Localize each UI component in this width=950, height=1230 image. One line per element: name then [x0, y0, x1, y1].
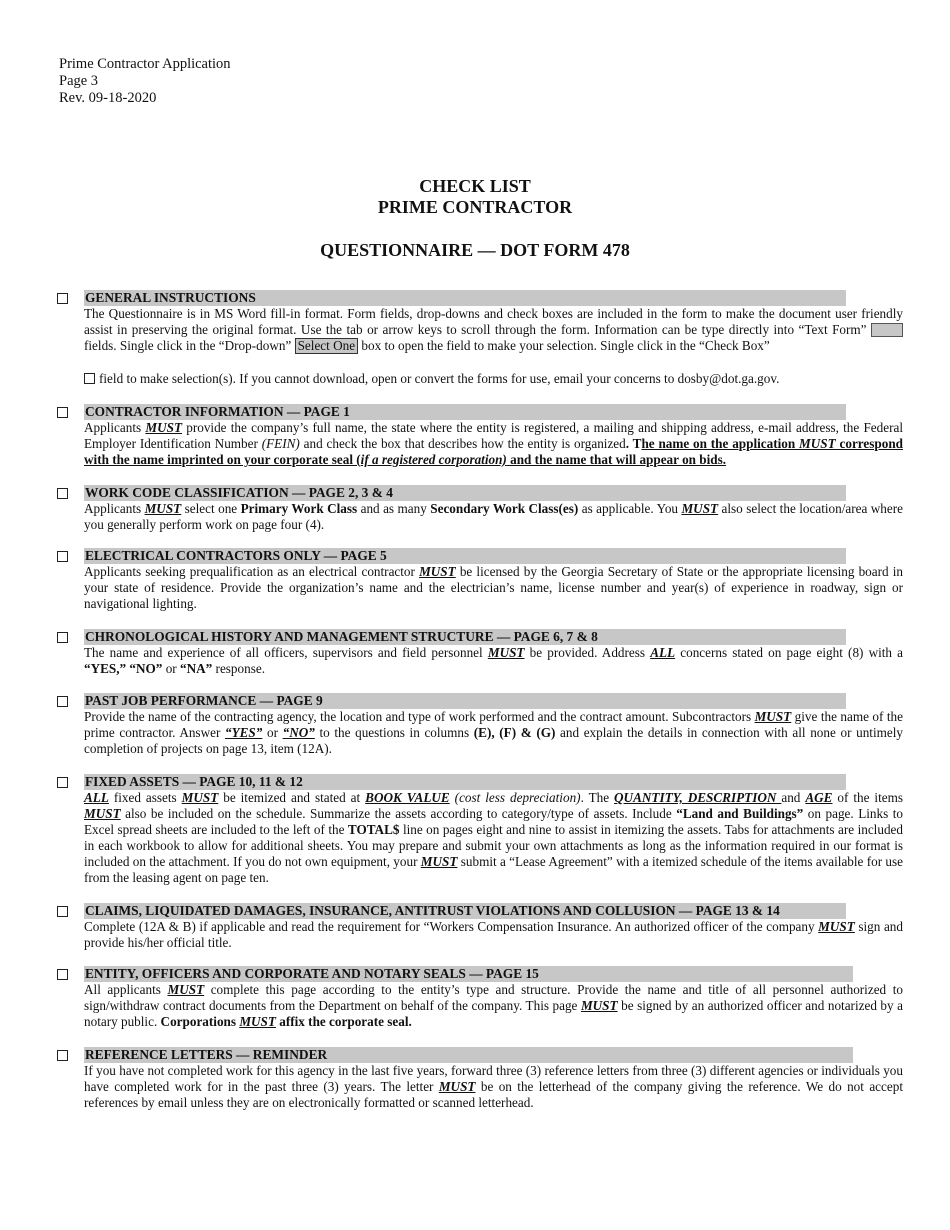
- text-form-field-sample: [871, 323, 903, 337]
- section-body: Applicants MUST provide the company’s full name, the state where the entity is registered, a mailing and shipping address, e-mail address, the Federal Employer Identification Number (FEIN) and check the box that describes how the entity is organized. The name on the application MUST correspond with the name imprinted on your corporate seal (if a registered corporation) and the name that will appear on bids.: [84, 420, 904, 467]
- revision-date: Rev. 09-18-2020: [59, 90, 157, 106]
- title-prime-contractor: PRIME CONTRACTOR: [377, 197, 573, 217]
- section-body: The name and experience of all officers, supervisors and field personnel MUST be provided. Address ALL concerns stated on page eight (8) with a “YES,” “NO” or “NA” response.: [84, 645, 904, 676]
- section-chronological-history: [57, 629, 903, 677]
- section-heading: FIXED ASSETS — PAGE 10, 11 & 12: [84, 774, 846, 790]
- section-heading: REFERENCE LETTERS — REMINDER: [84, 1047, 853, 1063]
- section-body: Applicants seeking prequalification as an electrical contractor MUST be licensed by the Georgia Secretary of State or the appropriate licensing board in your state of residence. Provide the organization’s name and the electrician’s name, license number and year(s) of experience in roadway, sign or navigational lighting.: [84, 564, 903, 611]
- section-body: Provide the name of the contracting agency, the location and type of work performed and the contract amount. Subcontractors MUST give the name of the prime contractor. Answer “YES” or “NO” to the questions in columns (E), (F) & (G) and explain the details in connection with all none or untimely completion of projects on page 13, item (12A).: [84, 709, 903, 756]
- section-heading: PAST JOB PERFORMANCE — PAGE 9: [84, 693, 846, 709]
- checkbox-work-code-classification[interactable]: [57, 488, 68, 499]
- checkbox-electrical-contractors[interactable]: [57, 551, 68, 562]
- checkbox-fixed-assets[interactable]: [57, 777, 68, 788]
- checkbox-reference-letters[interactable]: [57, 1050, 68, 1061]
- subtitle-questionnaire: QUESTIONNAIRE — DOT FORM 478: [320, 240, 630, 260]
- section-heading: CLAIMS, LIQUIDATED DAMAGES, INSURANCE, ANTITRUST VIOLATIONS AND COLLUSION — PAGE 13 & 14: [84, 903, 846, 919]
- page-number: Page 3: [59, 73, 99, 89]
- section-entity-officers-seals: [57, 966, 903, 1030]
- section-body: If you have not completed work for this agency in the last five years, forward three (3) reference letters from three (3) different agencies or individuals you have completed work for in the past three (3) years. The letter MUST be on the letterhead of the company giving the reference. We do not accept references by email unless they are on electronically formatted or scanned letterhead.: [84, 1063, 903, 1110]
- section-claims: [57, 903, 903, 951]
- form-name: Prime Contractor Application: [59, 56, 231, 72]
- section-contractor-information: [57, 404, 903, 468]
- section-heading: ELECTRICAL CONTRACTORS ONLY — PAGE 5: [84, 548, 846, 564]
- checkbox-claims[interactable]: [57, 906, 68, 917]
- section-electrical-contractors: [57, 548, 903, 612]
- section-work-code-classification: [57, 485, 903, 533]
- section-body: The Questionnaire is in MS Word fill-in format. Form fields, drop-downs and check boxes are included in the form to make the document user friendly assist in preserving the original format. Use the tab or arrow keys to scroll through the form. Information can be type directly into “Text Form” fields. Single click in the “Drop-down” Select One box to open the field to make your selection. Single click in the “Check Box” field to make selection(s). If you cannot download, open or convert the forms for use, email your concerns to dosby@dot.ga.gov.: [84, 306, 903, 386]
- checkbox-chronological-history[interactable]: [57, 632, 68, 643]
- section-past-job-performance: [57, 693, 903, 757]
- section-general-instructions: [57, 290, 903, 387]
- section-body: ALL fixed assets MUST be itemized and stated at BOOK VALUE (cost less depreciation). The QUANTITY, DESCRIPTION and AGE of the items MUST also be included on the schedule. Summarize the assets according to category/type of assets. Include “Land and Buildings” on page. Links to Excel spread sheets are included to the left of the TOTAL$ line on pages eight and nine to assist in itemizing the assets. Tabs for attachments are included in each workbook to allow for additional sheets. You may prepare and submit your own attachments as long as the information required in our format is included on the attachment. If you do not own equipment, your MUST submit a “Lease Agreement” with a itemized schedule of the items available for use from the leasing agent on page ten.: [84, 790, 904, 885]
- page-title: [0, 176, 950, 218]
- checkbox-contractor-information[interactable]: [57, 407, 68, 418]
- section-body: Complete (12A & B) if applicable and read the requirement for “Workers Compensation Insurance. An authorized officer of the company MUST sign and provide his/her official title.: [84, 919, 903, 950]
- section-heading: CHRONOLOGICAL HISTORY AND MANAGEMENT STRUCTURE — PAGE 6, 7 & 8: [84, 629, 846, 645]
- checkbox-past-job-performance[interactable]: [57, 696, 68, 707]
- section-fixed-assets: [57, 774, 903, 886]
- section-reference-letters: [57, 1047, 903, 1111]
- select-one-dropdown-sample: Select One: [295, 338, 359, 354]
- check-box-sample: [84, 373, 95, 384]
- section-heading: CONTRACTOR INFORMATION — PAGE 1: [84, 404, 846, 420]
- section-heading: WORK CODE CLASSIFICATION — PAGE 2, 3 & 4: [84, 485, 846, 501]
- checkbox-entity-officers-seals[interactable]: [57, 969, 68, 980]
- checkbox-general-instructions[interactable]: [57, 293, 68, 304]
- section-heading: GENERAL INSTRUCTIONS: [84, 290, 846, 306]
- page-header: [59, 56, 231, 107]
- title-check-list: CHECK LIST: [419, 176, 531, 196]
- section-heading: ENTITY, OFFICERS AND CORPORATE AND NOTARY SEALS — PAGE 15: [84, 966, 853, 982]
- section-body: Applicants MUST select one Primary Work Class and as many Secondary Work Class(es) as applicable. You MUST also select the location/area where you generally perform work on page four (4).: [84, 501, 903, 532]
- section-body: All applicants MUST complete this page according to the entity’s type and structure. Provide the name and title of all personnel authorized to sign/withdraw contract documents from the Department on behalf of the company. This page MUST be signed by an authorized officer and notarized by a notary public. Corporations MUST affix the corporate seal.: [84, 982, 903, 1029]
